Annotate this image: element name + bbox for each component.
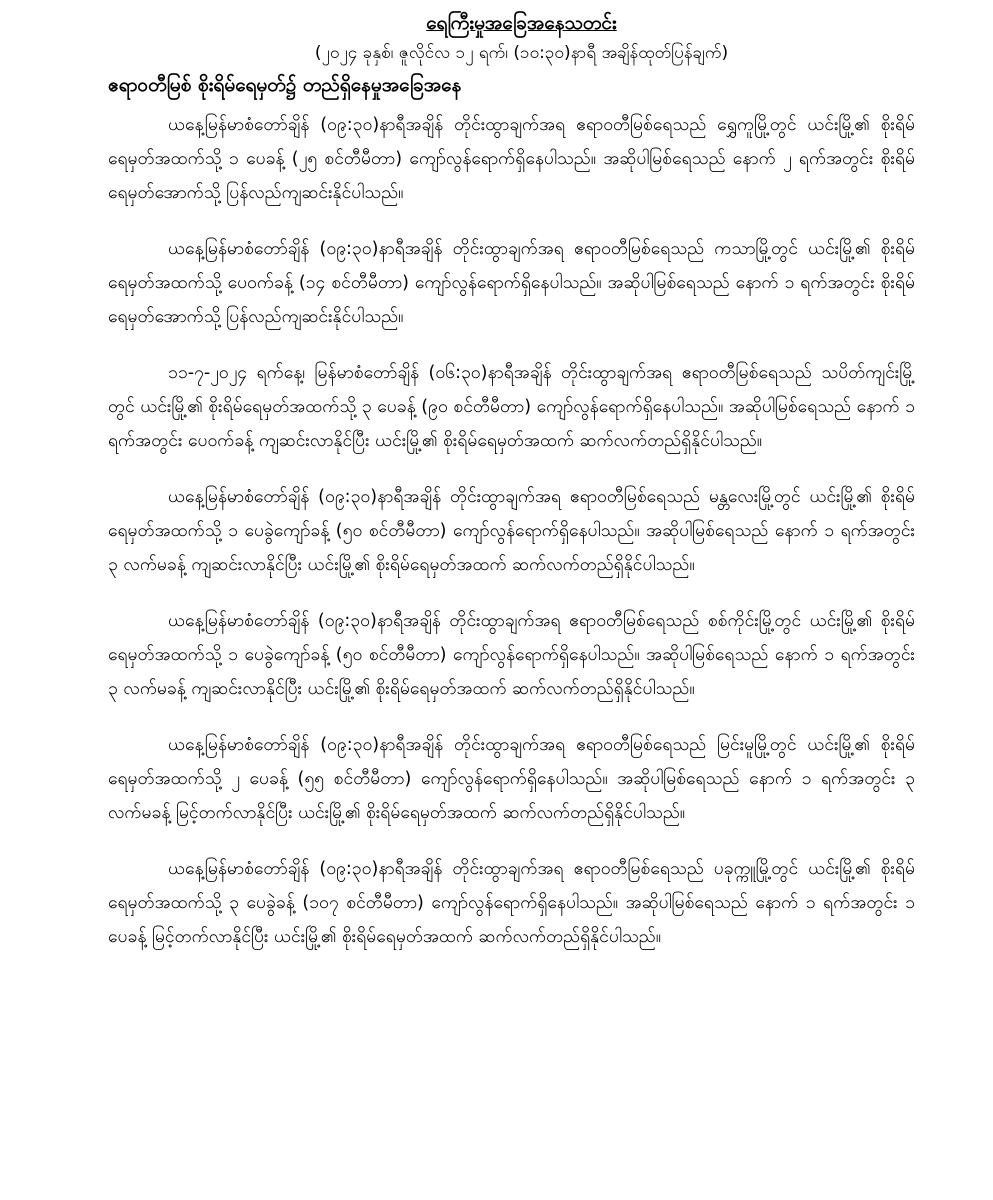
report-paragraph-pakokku: ယနေ့မြန်မာစံတော်ချိန် (၀၉:၃၀)နာရီအချိန် တိုင်းထွာချက်အရ ဧရာဝတီမြစ်ရေသည် ပခုက္ကူမြို့တွင် ယင်းမြို့၏ စိုးရိမ်ရေမှတ်အထက်သို့ ၃ ပေခွဲခန့် (၁၀၇ စင်တီမီတာ) ကျော်လွန်ရောက်ရှိနေပါသည်။ အဆိုပါမြစ်ရေသည် နောက် ၁ ရက်အတွင်း ၁ ပေခန့် မြင့်တက်လာနိုင်ပြီး ယင်းမြို့၏ စိုးရိမ်ရေမှတ်အထက် ဆက်လက်တည်ရှိနိုင်ပါသည်။: [108, 859, 915, 947]
report-paragraph-myingyan: ယနေ့မြန်မာစံတော်ချိန် (၀၉:၃၀)နာရီအချိန် တိုင်းထွာချက်အရ ဧရာဝတီမြစ်ရေသည် မြင်းမူမြို့တွင် ယင်းမြို့၏ စိုးရိမ်ရေမှတ်အထက်သို့ ၂ ပေခန့် (၅၅ စင်တီမီတာ) ကျော်လွန်ရောက်ရှိနေပါသည်။ အဆိုပါမြစ်ရေသည် နောက် ၁ ရက်အတွင်း ၃ လက်မခန့် မြင့်တက်လာနိုင်ပြီး ယင်းမြို့၏ စိုးရိမ်ရေမှတ်အထက် ဆက်လက်တည်ရှိနိုင်ပါသည်။: [108, 735, 915, 823]
document-title: ရေကြီးမှုအခြေအနေသတင်း: [426, 12, 617, 34]
report-paragraph-thabeikkyin: ၁၁-၇-၂၀၂၄ ရက်နေ့၊ မြန်မာစံတော်ချိန် (၀၆:၃၀)နာရီအချိန် တိုင်းထွာချက်အရ ဧရာဝတီမြစ်ရေသည် သပိတ်ကျင်းမြို့တွင် ယင်းမြို့၏ စိုးရိမ်ရေမှတ်အထက်သို့ ၃ ပေခန့် (၉၀ စင်တီမီတာ) ကျော်လွန်ရောက်ရှိနေပါသည်။ အဆိုပါမြစ်ရေသည် နောက် ၁ ရက်အတွင်း ပေဝက်ခန့် ကျဆင်းလာနိုင်ပြီး ယင်းမြို့၏ စိုးရိမ်ရေမှတ်အထက် ဆက်လက်တည်ရှိနိုင်ပါသည်။: [108, 363, 915, 451]
section-heading: ဧရာဝတီမြစ် စိုးရိမ်ရေမှတ်၌ တည်ရှိနေမှုအခြေအနေ: [108, 74, 462, 96]
report-paragraph-shwegu: ယနေ့မြန်မာစံတော်ချိန် (၀၉:၃၀)နာရီအချိန် တိုင်းထွာချက်အရ ဧရာဝတီမြစ်ရေသည် ရွှေကူမြို့တွင် ယင်းမြို့၏ စိုးရိမ်ရေမှတ်အထက်သို့ ၁ ပေခန့် (၂၅ စင်တီမီတာ) ကျော်လွန်ရောက်ရှိနေပါသည်။ အဆိုပါမြစ်ရေသည် နောက် ၂ ရက်အတွင်း စိုးရိမ်ရေမှတ်အောက်သို့ ပြန်လည်ကျဆင်းနိုင်ပါသည်။: [108, 115, 915, 203]
report-paragraph-mandalay: ယနေ့မြန်မာစံတော်ချိန် (၀၉:၃၀)နာရီအချိန် တိုင်းထွာချက်အရ ဧရာဝတီမြစ်ရေသည် မန္တလေးမြို့တွင် ယင်းမြို့၏ စိုးရိမ်ရေမှတ်အထက်သို့ ၁ ပေခွဲကျော်ခန့် (၅၀ စင်တီမီတာ) ကျော်လွန်ရောက်ရှိနေပါသည်။ အဆိုပါမြစ်ရေသည် နောက် ၁ ရက်အတွင်း ၃ လက်မခန့် ကျဆင်းလာနိုင်ပြီး ယင်းမြို့၏ စိုးရိမ်ရေမှတ်အထက် ဆက်လက်တည်ရှိနိုင်ပါသည်။: [108, 487, 915, 575]
report-paragraph-katha: ယနေ့မြန်မာစံတော်ချိန် (၀၉:၃၀)နာရီအချိန် တိုင်းထွာချက်အရ ဧရာဝတီမြစ်ရေသည် ကသာမြို့တွင် ယင်းမြို့၏ စိုးရိမ်ရေမှတ်အထက်သို့ ပေဝက်ခန့် (၁၄ စင်တီမီတာ) ကျော်လွန်ရောက်ရှိနေပါသည်။ အဆိုပါမြစ်ရေသည် နောက် ၁ ရက်အတွင်း စိုးရိမ်ရေမှတ်အောက်သို့ ပြန်လည်ကျဆင်းနိုင်ပါသည်။: [108, 239, 915, 327]
document-subtitle: (၂၀၂၄ ခုနှစ်၊ ဇူလိုင်လ ၁၂ ရက်၊ (၁၀:၃၀)နာရီ အချိန်ထုတ်ပြန်ချက်): [314, 43, 729, 63]
report-paragraph-sagaing: ယနေ့မြန်မာစံတော်ချိန် (၀၉:၃၀)နာရီအချိန် တိုင်းထွာချက်အရ ဧရာဝတီမြစ်ရေသည် စစ်ကိုင်းမြို့တွင် ယင်းမြို့၏ စိုးရိမ်ရေမှတ်အထက်သို့ ၁ ပေခွဲကျော်ခန့် (၅၀ စင်တီမီတာ) ကျော်လွန်ရောက်ရှိနေပါသည်။ အဆိုပါမြစ်ရေသည် နောက် ၁ ရက်အတွင်း ၃ လက်မခန့် ကျဆင်းလာနိုင်ပြီး ယင်းမြို့၏ စိုးရိမ်ရေမှတ်အထက် ဆက်လက်တည်ရှိနိုင်ပါသည်။: [108, 611, 915, 699]
